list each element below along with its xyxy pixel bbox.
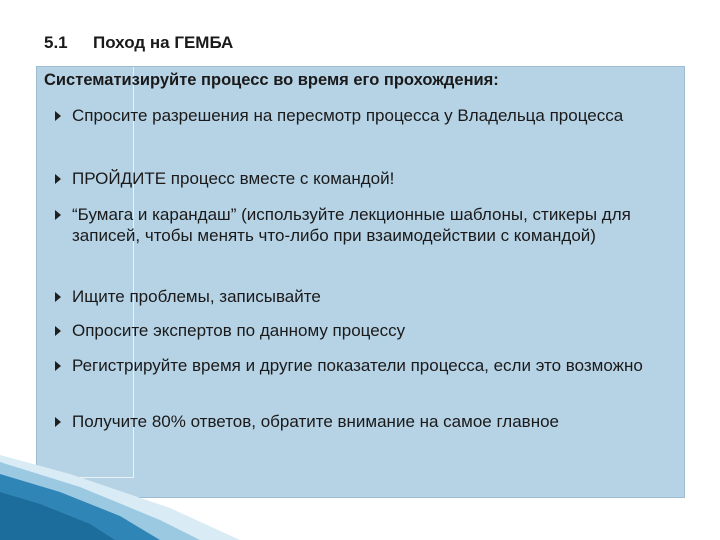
- slide-title: Поход на ГЕМБА: [93, 33, 234, 52]
- bullet-text: “Бумага и карандаш” (используйте лекционные шаблоны, стикеры для записей, чтобы менять что-либо при взаимодействии с командой): [72, 205, 631, 245]
- bullet-arrow-icon: [55, 417, 61, 427]
- bullet-text: ПРОЙДИТЕ процесс вместе с командой!: [72, 169, 395, 188]
- bullet-text: Ищите проблемы, записывайте: [72, 287, 321, 306]
- bullet-text: Спросите разрешения на пересмотр процесса у Владельца процесса: [72, 106, 624, 125]
- slide-header: [44, 31, 233, 55]
- swoosh-deep-band: [0, 492, 115, 540]
- underline-mark: [65, 476, 73, 477]
- bullet-arrow-icon: [55, 174, 61, 184]
- bullet-text: Получите 80% ответов, обратите внимание на самое главное: [72, 412, 559, 431]
- content-heading: Систематизируйте процесс во время его прохождения:: [44, 71, 499, 89]
- bullet-arrow-icon: [55, 111, 61, 121]
- section-number: 5.1: [44, 33, 68, 52]
- bullet-text: Регистрируйте время и другие показатели процесса, если это возможно: [72, 356, 643, 375]
- content-box: [36, 66, 685, 498]
- bullet-text: Опросите экспертов по данному процессу: [72, 321, 406, 340]
- bullet-arrow-icon: [55, 292, 61, 302]
- bullet-arrow-icon: [55, 361, 61, 371]
- bullet-arrow-icon: [55, 326, 61, 336]
- bullet-arrow-icon: [55, 210, 61, 220]
